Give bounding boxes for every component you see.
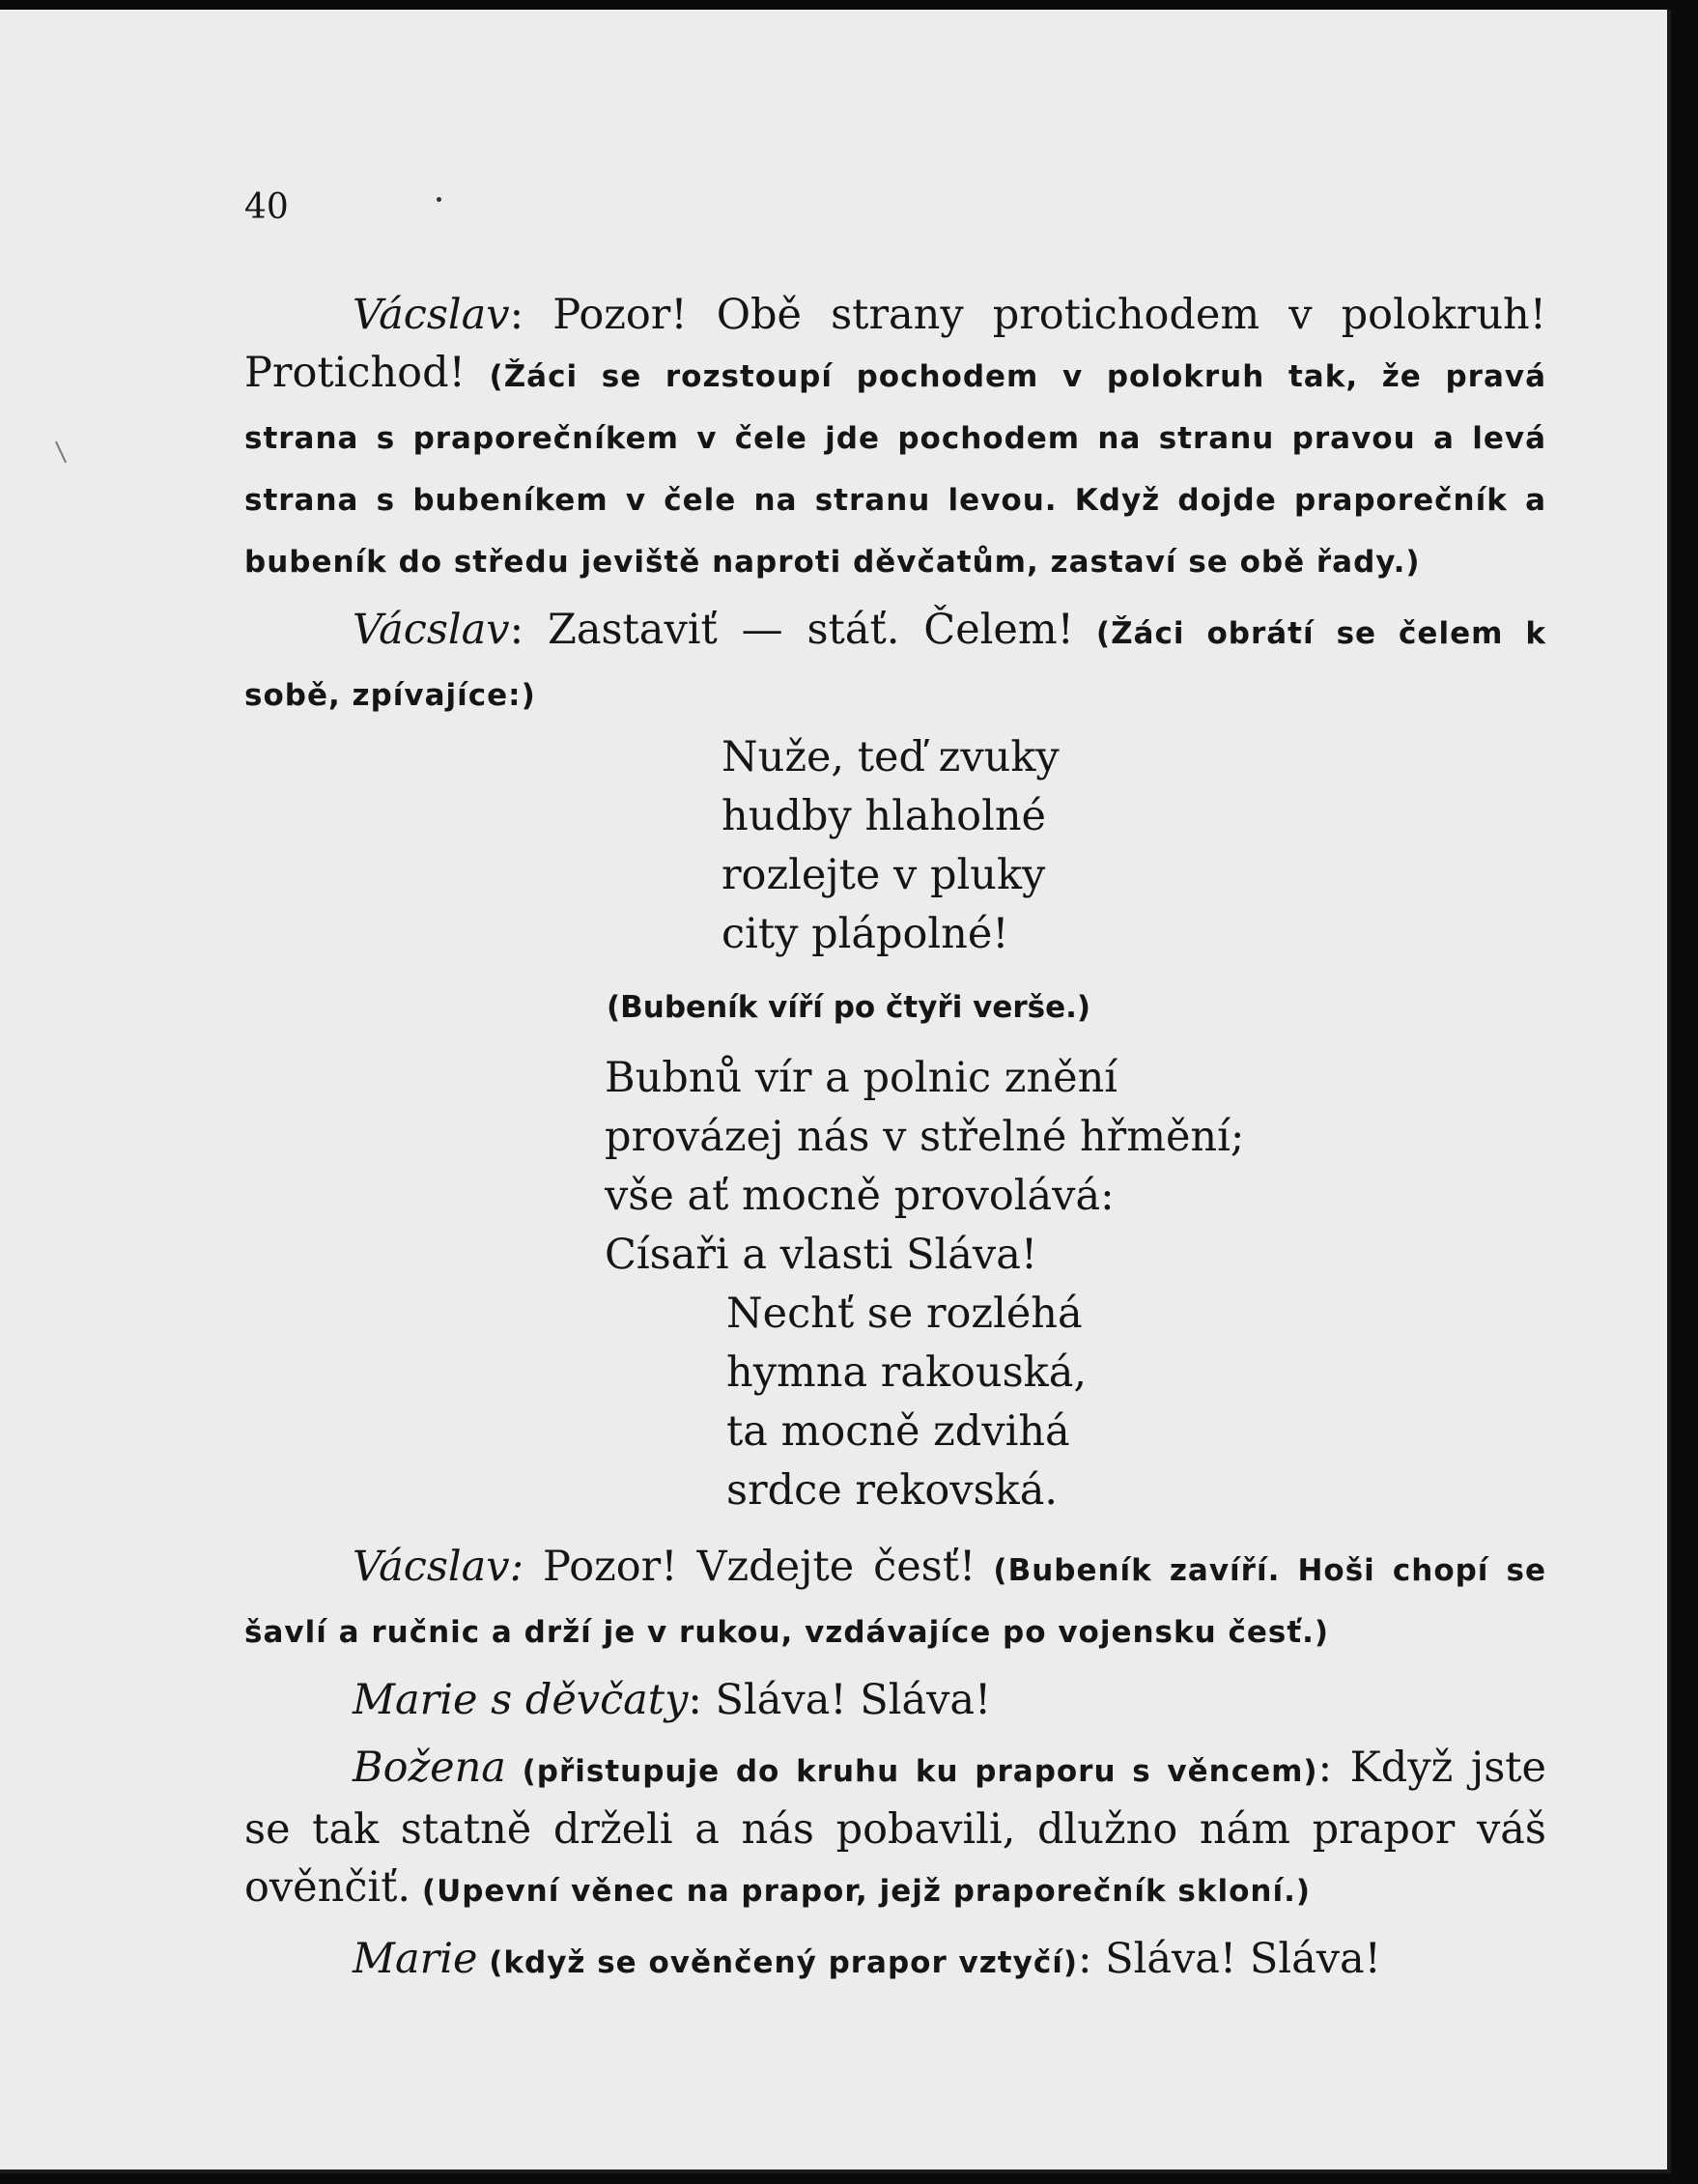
stage-direction: (Žáci se rozstoupí pochodem v polokruh tak, že pravá strana s praporečníkem v čele jde pochodem na stranu pravou a levá strana s bubeníkem v čele na stranu levou. Když dojde praporečník a bubeník do středu jeviště naproti děvčatům, zastaví se obě řady.) <box>244 359 1546 580</box>
speaker-name: Vácslav: <box>353 1543 524 1591</box>
stage-direction-drum: (Bubeník víří po čtyři verše.) <box>607 990 1091 1025</box>
song-line: hudby hlaholné <box>722 792 1046 840</box>
paragraph-marie-2 <box>244 1930 1546 1992</box>
speaker-colon: : <box>688 1676 702 1724</box>
song-line: Nechť se rozléhá <box>726 1290 1083 1338</box>
stage-direction: (Upevní věnec na prapor, jejž praporečník skloní.) <box>410 1874 1312 1909</box>
song-line: Bubnů vír a polnic znění <box>605 1054 1118 1102</box>
paragraph-marie-1 <box>244 1671 1546 1729</box>
song-line: Nuže, teď zvuky <box>722 733 1060 781</box>
song-line: rozlejte v pluky <box>722 851 1046 899</box>
speaker-name: Marie s děvčaty <box>353 1676 689 1724</box>
paragraph-vacslav-1 <box>244 286 1546 591</box>
speaker-name: Vácslav <box>353 606 510 654</box>
spoken-text: : Sláva! Sláva! <box>1077 1935 1381 1983</box>
song-line: ta mocně zdvihá <box>726 1407 1070 1456</box>
stage-direction: (přistupuje do kruhu ku praporu s věncem) <box>505 1754 1318 1789</box>
song-verse-1 <box>244 728 1546 964</box>
stage-direction: (Žáci obrátí se čelem k sobě, zpívajíce:) <box>244 616 1547 713</box>
song-line: provázej nás v střelné hřmění; <box>605 1113 1245 1161</box>
spoken-text: Sláva! Sláva! <box>701 1676 992 1724</box>
paragraph-bozena <box>244 1739 1546 1920</box>
spoken-text: Pozor! Obě strany protichodem v polokruh! Protichod! <box>244 291 1546 397</box>
song-verse-2 <box>244 1049 1546 1520</box>
stage-direction: (když se ověnčený prapor vztyčí) <box>477 1945 1078 1980</box>
speaker-name: Marie <box>353 1935 478 1983</box>
stage-direction: (Bubeník zavíří. Hoši chopí se šavlí a ručnic a drží je v rukou, vzdávajíce po vojensku česť.) <box>244 1553 1546 1650</box>
text-block <box>244 286 1546 1992</box>
song-line: srdce rekovská. <box>726 1466 1059 1515</box>
speaker-colon: : <box>509 606 524 654</box>
paragraph-vacslav-2 <box>244 601 1546 724</box>
paragraph-vacslav-3 <box>244 1538 1546 1661</box>
page-number: 40 <box>244 187 289 227</box>
printed-dot <box>437 197 441 202</box>
spoken-text: Zastaviť — stáť. Čelem! <box>524 606 1074 654</box>
speaker-colon: : <box>509 291 524 339</box>
book-page <box>0 10 1671 2173</box>
spoken-text: : Když jste se tak statně drželi a nás pobavili, dlužno nám prapor váš ověnčiť. <box>244 1744 1546 1912</box>
spacer <box>244 1520 1546 1538</box>
song-line: vše ať mocně provolává: <box>605 1172 1115 1220</box>
song-line: city plápolné! <box>722 910 1009 958</box>
song-line: hymna rakouská, <box>726 1348 1088 1397</box>
scan-mark <box>55 441 67 464</box>
speaker-name: Božena <box>353 1744 506 1792</box>
speaker-name: Vácslav <box>353 291 510 339</box>
spoken-text: Pozor! Vzdejte česť! <box>524 1543 976 1591</box>
song-line: Císaři a vlasti Sláva! <box>605 1231 1038 1279</box>
